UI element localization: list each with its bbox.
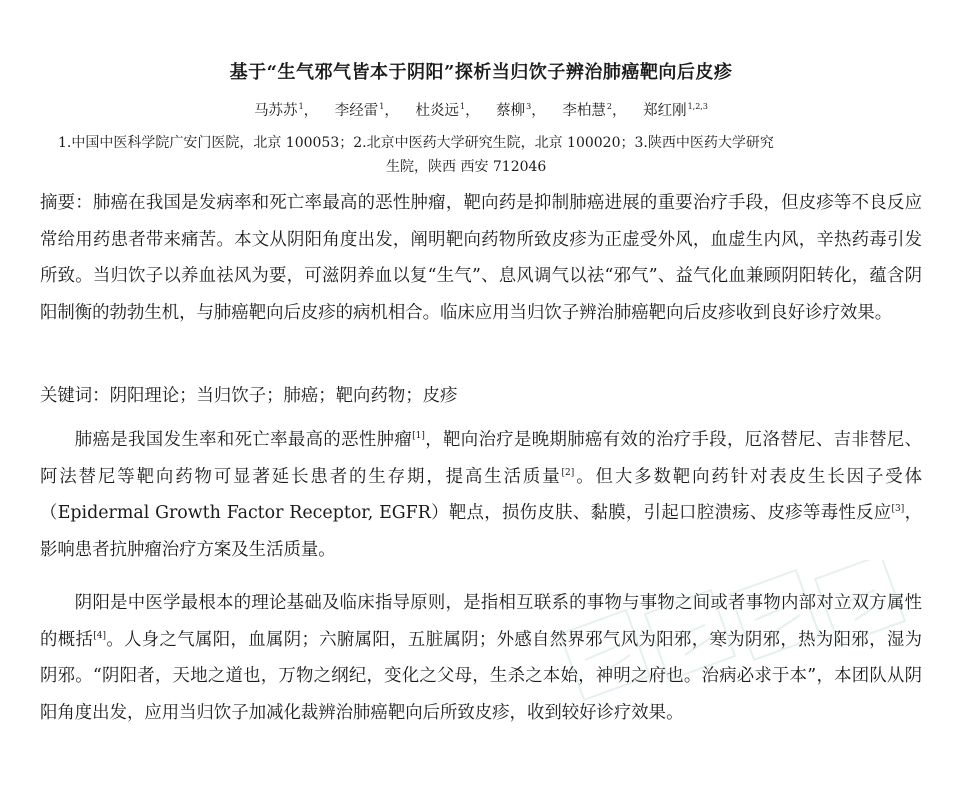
abstract <box>40 185 922 331</box>
paragraph-text: 。但大多数靶向药针对表皮生长因子受体（Epidermal Growth Factor Receptor, EGFR）靶点，损伤皮肤、黏膜，引起口腔溃疡、皮疹等毒性反应 <box>40 466 922 523</box>
keywords-label: 关键词： <box>40 386 110 406</box>
citation-ref: [3] <box>891 504 905 515</box>
author-name: 马苏苏 <box>254 103 298 119</box>
citation-ref: [1] <box>412 431 425 442</box>
paragraph-text: ，影响患者抗肿瘤治疗方案及生活质量。 <box>40 503 922 560</box>
abstract-label: 摘要： <box>40 193 93 213</box>
author-affil-mark: 1 <box>459 102 466 112</box>
abstract-text: 肺癌在我国是发病率和死亡率最高的恶性肿瘤，靶向药是抑制肺癌进展的重要治疗手段，但皮疹等不良反应常给用药患者带来痛苦。本文从阴阳角度出发，阐明靶向药物所致皮疹为正虚受外风，血虚生内风，辛热药毒引发所致。当归饮子以养血祛风为要，可滋阴养血以复“生气”、息风调气以祛“邪气”、益气化血兼顾阴阳转化，蕴含阴阳制衡的勃勃生机，与肺癌靶向后皮疹的病机相合。临床应用当归饮子辨治肺癌靶向后皮疹收到良好诊疗效果。 <box>40 193 922 323</box>
affiliations <box>58 131 922 179</box>
author-list <box>40 99 922 120</box>
paragraph-text: 阴阳是中医学最根本的理论基础及临床指导原则，是指相互联系的事物与事物之间或者事物内部对立双方属性的概括 <box>40 593 922 650</box>
citation-ref: [2] <box>561 467 575 478</box>
body-paragraph-1 <box>40 422 922 568</box>
paragraph-text: ，靶向治疗是晚期肺癌有效的治疗手段，厄洛替尼、吉非替尼、阿法替尼等靶向药物可显著延长患者的生存期，提高生活质量 <box>40 430 922 487</box>
paragraph-text: 。人身之气属阳，血属阴；六腑属阳，五脏属阴；外感自然界邪气风为阳邪，寒为阴邪，热为阳邪，湿为阴邪。“阴阳者，天地之道也，万物之纲纪，变化之父母，生杀之本始，神明之府也。治病必求于本”，本团队从阴阳角度出发，应用当归饮子加减化裁辨治肺癌靶向后所致皮疹，收到较好诊疗效果。 <box>40 629 922 723</box>
author-name: 李经雷 <box>334 103 379 119</box>
author-5: 李柏慧$^2$， <box>562 102 627 119</box>
author-affil-mark: 2 <box>606 102 612 112</box>
author-2: 李经雷$^1$， <box>334 102 399 119</box>
body-paragraph-2 <box>40 585 922 731</box>
author-name: 杜炎远 <box>415 103 459 119</box>
paragraph-text: 肺癌是我国发生率和死亡率最高的恶性肿瘤 <box>74 430 413 450</box>
keywords <box>40 381 922 411</box>
paper-title: 基于“生气邪气皆本于阴阳”探析当归饮子辨治肺癌靶向后皮疹 <box>229 62 733 83</box>
author-affil-mark: 3 <box>526 102 532 112</box>
author-affil-mark: 1 <box>379 102 385 112</box>
author-4: 蔡柳$^3$， <box>496 102 546 119</box>
author-name: 蔡柳 <box>496 103 526 119</box>
affiliation-line-2: 生院，陕西 西安 712046 <box>386 159 547 175</box>
author-affil-mark: 1,2,3 <box>687 102 708 112</box>
author-3: 杜炎远$^1$， <box>415 102 480 119</box>
affiliation-line-1: 1.中国中医科学院广安门医院，北京 100053；2.北京中医药大学研究生院，北京 100020；3.陕西中医药大学研究 <box>58 135 774 151</box>
author-affil-mark: 1 <box>298 102 304 112</box>
keywords-text: 阴阳理论；当归饮子；肺癌；靶向药物；皮疹 <box>109 386 458 406</box>
author-1: 马苏苏$^1$， <box>254 102 319 119</box>
author-6 <box>643 103 708 119</box>
author-name: 李柏慧 <box>562 103 606 119</box>
citation-ref: [4] <box>93 630 106 641</box>
author-name: 郑红刚 <box>643 103 687 119</box>
